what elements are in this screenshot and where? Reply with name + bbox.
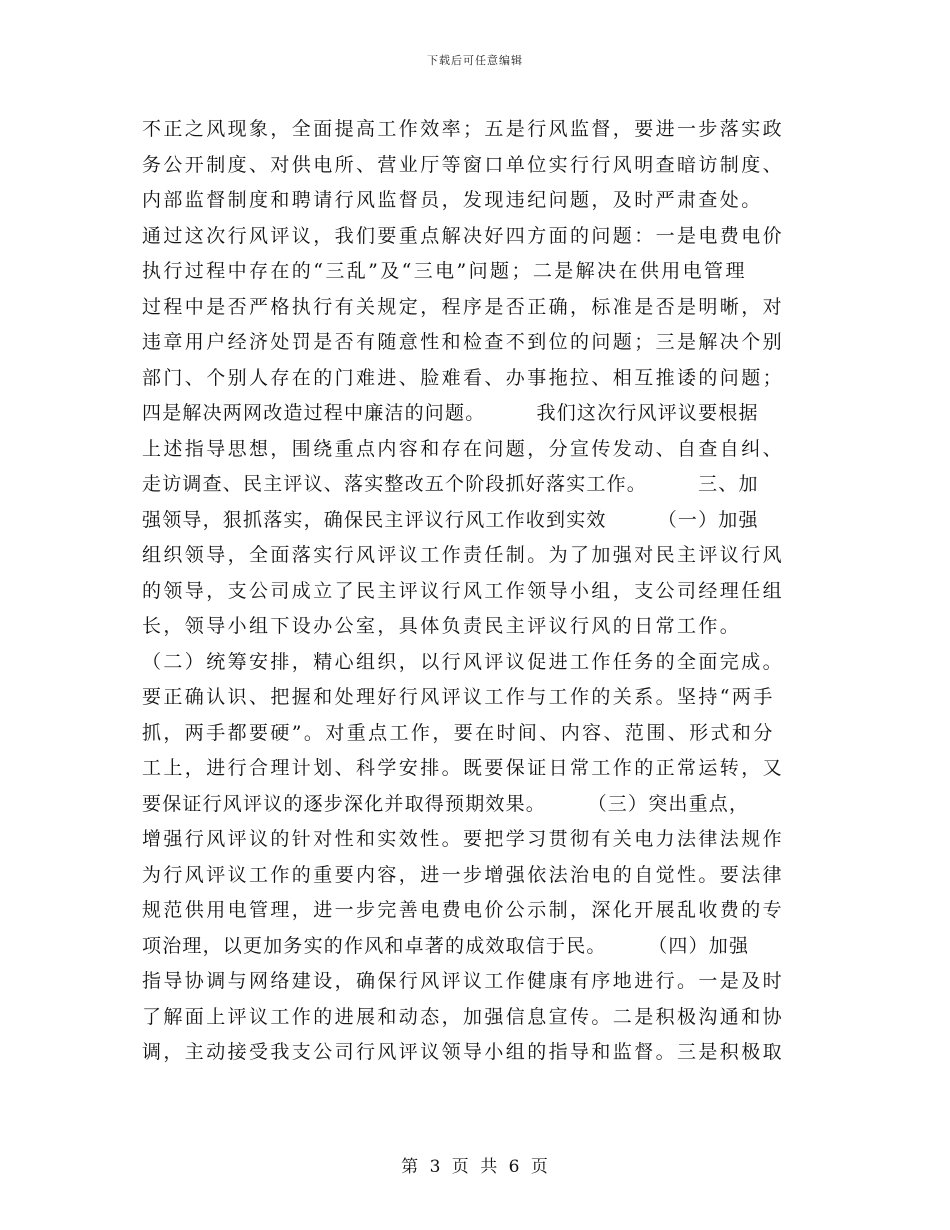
text-line: 长，领导小组下设办公室，具体负责民主评议行风的日常工作。 [142,615,742,637]
text-line: 执行过程中存在的“三乱”及“三电”问题；二是解决在供用电管理 [142,260,747,282]
text-line: 过程中是否严格执行有关规定，程序是否正确，标准是否是明晰，对 [142,295,785,318]
text-line: 不正之风现象，全面提高工作效率；五是行风监督，要进一步落实政 [142,118,785,140]
text-line: 通过这次行风评议，我们要重点解决好四方面的问题：一是电费电价 [142,224,785,247]
text-line: （二）统筹安排，精心组织，以行风评议促进工作任务的全面完成。 [142,650,785,673]
text-line: 部门、个别人存在的门难进、脸难看、办事拖拉、相互推诿的问题； [142,366,785,389]
text-line: 要保证行风评议的逐步深化并取得预期效果。 （三）突出重点， [142,792,750,815]
text-line: 务公开制度、对供电所、营业厅等窗口单位实行行风明查暗访制度、 [142,153,785,176]
text-line: 强领导，狠抓落实，确保民主评议行风工作收到实效 （一）加强 [142,508,759,531]
text-line: 规范供用电管理，进一步完善电费电价公示制，深化开展乱收费的专 [142,899,785,921]
text-line: 项治理，以更加务实的作风和卓著的成效取信于民。 （四）加强 [142,934,750,957]
text-line: 指导协调与网络建设，确保行风评议工作健康有序地进行。一是及时 [142,970,785,992]
text-line: 违章用户经济处罚是否有随意性和检查不到位的问题；三是解决个别 [142,331,785,353]
text-line: 了解面上评议工作的进展和动态，加强信息宣传。二是积极沟通和协 [142,1005,785,1028]
body-text [142,112,808,1071]
text-line: 为行风评议工作的重要内容，进一步增强依法治电的自觉性。要法律 [142,863,785,886]
text-line: 的领导，支公司成立了民主评议行风工作领导小组，支公司经理任组 [142,579,785,602]
text-line: 增强行风评议的针对性和实效性。要把学习贯彻有关电力法律法规作 [142,828,785,850]
text-line: 四是解决两网改造过程中廉洁的问题。 我们这次行风评议要根据 [142,402,759,424]
page-header: 下载后可任意编辑 [427,54,523,67]
text-line: 走访调查、民主评议、落实整改五个阶段抓好落实工作。 三、加 [142,473,759,495]
text-line: 内部监督制度和聘请行风监督员，发现违纪问题，及时严肃查处。 [142,189,763,211]
text-line: 调，主动接受我支公司行风评议领导小组的指导和监督。三是积极取 [142,1041,785,1063]
text-line: 要正确认识、把握和处理好行风评议工作与工作的关系。坚持“两手 [142,686,775,708]
text-line: 抓，两手都要硬”。对重点工作，要在时间、内容、范围、形式和分 [142,721,775,744]
text-line: 工上，进行合理计划、科学安排。既要保证日常工作的正常运转，又 [142,757,785,779]
text-line: 组织领导，全面落实行风评议工作责任制。为了加强对民主评议行风 [142,544,785,566]
page-number-footer: 第 3 页 共 6 页 [401,1157,549,1177]
text-line: 上述指导思想，围绕重点内容和存在问题，分宣传发动、自查自纠、 [142,437,785,460]
